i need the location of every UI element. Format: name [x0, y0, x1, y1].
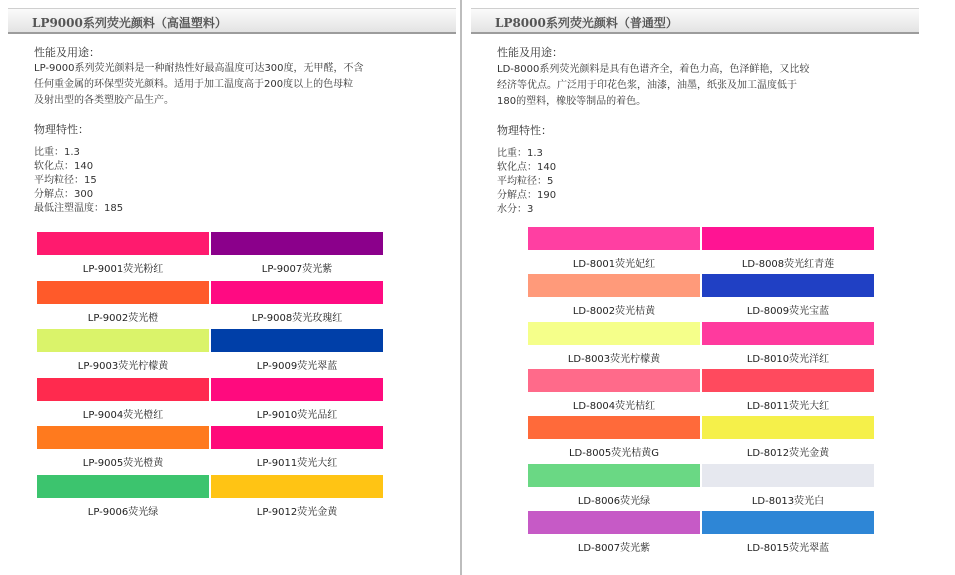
color-swatch — [702, 511, 874, 534]
property-line: 水分：3 — [497, 204, 534, 215]
usage-line: LD-8000系列荧光颜料是具有色谱齐全，着色力高，色泽鲜艳，又比较 — [497, 64, 810, 75]
color-swatch-item — [702, 416, 874, 459]
swatch-label: LP-9010荧光品红 — [256, 409, 338, 421]
usage-line: 180的塑料，橡胶等制品的着色。 — [497, 96, 647, 107]
color-swatch — [211, 475, 383, 498]
swatch-label: LD-8007荧光紫 — [577, 542, 651, 554]
property-line: 分解点：190 — [497, 190, 557, 201]
color-swatch-item — [37, 475, 209, 518]
physical-properties — [497, 147, 556, 217]
color-swatch — [702, 416, 874, 439]
usage-line: LP-9000系列荧光颜料是一种耐热性好最高温度可达300度，无甲醛，不含 — [34, 63, 364, 74]
color-swatch-item — [211, 378, 383, 421]
property-line: 软化点：140 — [34, 161, 94, 172]
swatch-label: LP-9003荧光柠檬黄 — [77, 361, 169, 373]
swatch-label: LP-9012荧光金黄 — [256, 507, 338, 518]
swatch-label: LD-8010荧光洋红 — [746, 353, 830, 365]
color-swatch — [702, 464, 874, 487]
color-swatch — [528, 416, 700, 439]
usage-description — [497, 62, 809, 110]
swatch-label: LP-9006荧光绿 — [87, 507, 159, 518]
color-swatch — [37, 426, 209, 449]
color-swatch — [37, 232, 209, 255]
color-swatch — [37, 378, 209, 401]
swatch-label: LP-9011荧光大红 — [256, 458, 338, 470]
swatch-label: LP-9007荧光紫 — [261, 264, 333, 275]
usage-line: 及射出型的各类塑胶产品生产。 — [34, 95, 174, 106]
color-swatch-item — [37, 378, 209, 421]
color-swatch — [211, 232, 383, 255]
swatch-label: LP-9009荧光翠蓝 — [256, 361, 338, 373]
property-line: 平均粒径：15 — [34, 175, 97, 186]
color-swatch-item — [211, 475, 383, 518]
color-swatch — [211, 426, 383, 449]
color-swatch-item — [37, 329, 209, 372]
swatch-label: LD-8006荧光绿 — [577, 495, 651, 507]
color-swatch — [528, 322, 700, 345]
color-swatch — [702, 227, 874, 250]
color-swatch-item — [702, 227, 874, 270]
panel-title: LP8000系列荧光颜料（普通型） — [495, 16, 678, 30]
color-swatch-item — [528, 322, 700, 365]
swatch-label: LD-8012荧光金黄 — [746, 448, 830, 460]
color-swatch-item — [702, 274, 874, 317]
color-swatch-item — [528, 511, 700, 554]
swatch-label: LD-8002荧光桔黄 — [572, 306, 656, 318]
color-swatch — [37, 475, 209, 498]
color-swatch-item — [37, 232, 209, 275]
color-swatch-item — [528, 369, 700, 412]
lp9000-panel — [0, 0, 460, 575]
usage-heading: 性能及用途： — [34, 46, 100, 59]
color-swatch-item — [528, 464, 700, 507]
color-swatch — [528, 274, 700, 297]
physical-properties — [34, 146, 123, 216]
color-swatch — [528, 464, 700, 487]
physical-heading: 物理特性： — [34, 123, 89, 136]
usage-line: 任何重金属的环保型荧光颜料。适用于加工温度高于200度以上的色母粒 — [34, 79, 354, 90]
color-swatch-item — [528, 274, 700, 317]
property-line: 分解点：300 — [34, 189, 94, 200]
panel-title: LP9000系列荧光颜料（高温塑料） — [32, 16, 227, 30]
color-swatch — [211, 281, 383, 304]
swatch-label: LD-8011荧光大红 — [746, 400, 830, 412]
swatch-label: LD-8004荧光桔红 — [572, 400, 656, 412]
color-swatch-item — [702, 369, 874, 412]
color-swatch-item — [528, 416, 700, 459]
color-swatch-item — [528, 227, 700, 270]
panel-header — [8, 8, 456, 34]
color-swatch — [211, 378, 383, 401]
color-swatch — [528, 369, 700, 392]
color-swatch — [37, 329, 209, 352]
color-swatch — [211, 329, 383, 352]
usage-description — [34, 61, 364, 109]
color-swatch-item — [211, 232, 383, 275]
color-swatch — [528, 511, 700, 534]
swatch-label: LD-8005荧光桔黄G — [568, 448, 660, 460]
color-swatch-item — [211, 329, 383, 372]
color-swatch — [37, 281, 209, 304]
color-swatch-item — [37, 426, 209, 469]
color-swatch — [702, 322, 874, 345]
color-swatch-item — [702, 464, 874, 507]
swatch-label: LP-9002荧光橙 — [87, 312, 159, 324]
color-swatch-item — [211, 281, 383, 324]
color-swatch-item — [211, 426, 383, 469]
swatch-label: LP-9008荧光玫瑰红 — [251, 312, 343, 324]
swatch-label: LD-8003荧光柠檬黄 — [567, 353, 661, 365]
color-swatch — [702, 274, 874, 297]
color-swatch-item — [37, 281, 209, 324]
swatch-label: LD-8001荧光妃红 — [572, 259, 656, 270]
swatch-label: LD-8008荧光红青莲 — [741, 259, 835, 270]
color-swatch — [528, 227, 700, 250]
swatch-label: LD-8009荧光宝蓝 — [746, 306, 830, 318]
physical-heading: 物理特性： — [497, 124, 552, 137]
usage-line: 经济等优点。广泛用于印花色浆，油漆，油墨，纸张及加工温度低于 — [497, 80, 797, 91]
property-line: 最低注塑温度：185 — [34, 203, 124, 214]
usage-heading: 性能及用途： — [497, 46, 563, 59]
swatch-label: LP-9001荧光粉红 — [82, 264, 164, 275]
property-line: 软化点：140 — [497, 162, 557, 173]
property-line: 平均粒径：5 — [497, 176, 554, 187]
swatch-label: LD-8013荧光白 — [751, 495, 825, 507]
swatch-label: LP-9004荧光橙红 — [82, 409, 164, 421]
property-line: 比重：1.3 — [34, 147, 80, 158]
swatch-label: LD-8015荧光翠蓝 — [746, 542, 830, 554]
color-swatch-item — [702, 322, 874, 365]
swatch-label: LP-9005荧光橙黄 — [82, 458, 164, 470]
color-swatch — [702, 369, 874, 392]
color-swatch-item — [702, 511, 874, 554]
panel-header — [471, 8, 919, 34]
panel-divider — [460, 0, 462, 575]
lp8000-panel — [463, 0, 923, 575]
property-line: 比重：1.3 — [497, 148, 543, 159]
